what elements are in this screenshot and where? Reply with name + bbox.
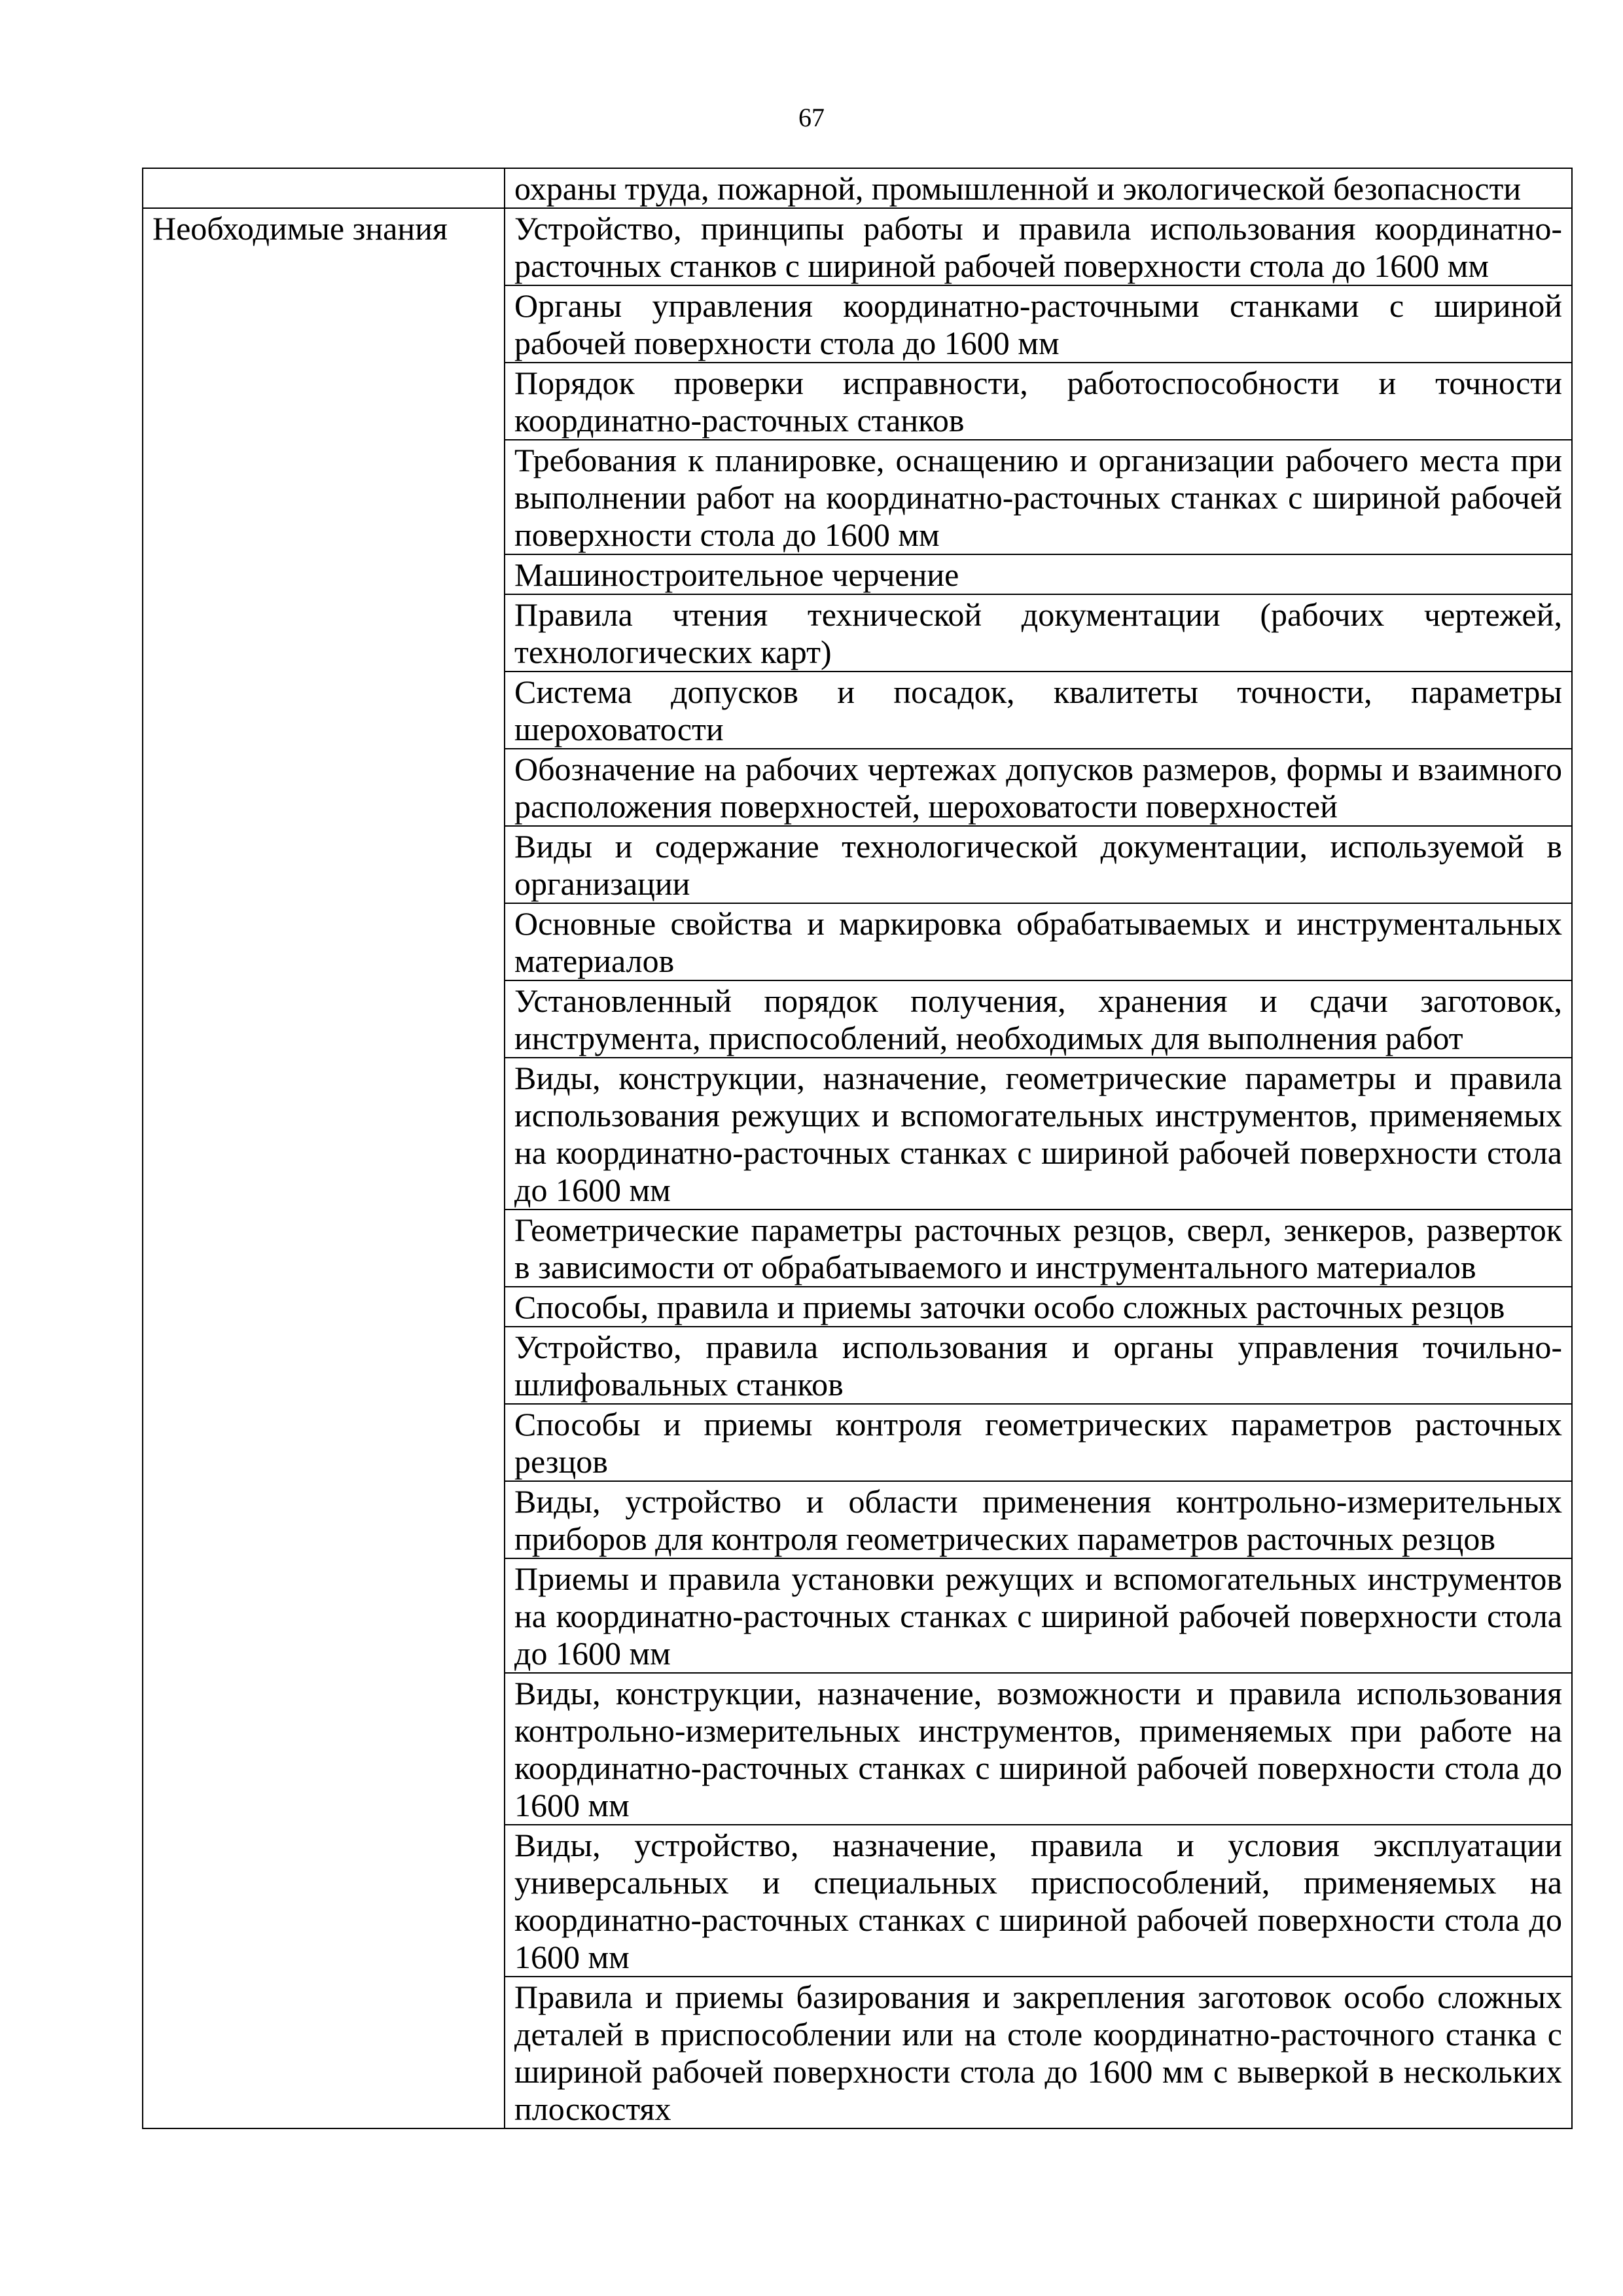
knowledge-item: Геометрические параметры расточных резцов, сверл, зенкеров, разверток в зависимости от обрабатываемого и инструментального материалов (505, 1210, 1572, 1287)
knowledge-item: Виды, конструкции, назначение, геометрические параметры и правила использования режущих и вспомогательных инструментов, применяемых на координатно-расточных станках с шириной рабочей поверхности стола до 1600 мм (505, 1058, 1572, 1210)
knowledge-item: Система допусков и посадок, квалитеты точности, параметры шероховатости (505, 672, 1572, 749)
knowledge-item: Правила чтения технической документации (рабочих чертежей, технологических карт) (505, 594, 1572, 672)
knowledge-item: Устройство, принципы работы и правила использования координатно-расточных станков с шириной рабочей поверхности стола до 1600 мм (505, 208, 1572, 285)
knowledge-item: Установленный порядок получения, хранения и сдачи заготовок, инструмента, приспособлений, необходимых для выполнения работ (505, 980, 1572, 1058)
knowledge-item: Требования к планировке, оснащению и организации рабочего места при выполнении работ на координатно-расточных станках с шириной рабочей поверхности стола до 1600 мм (505, 440, 1572, 554)
section-label: Необходимые знания (143, 208, 505, 2128)
knowledge-item: Обозначение на рабочих чертежах допусков размеров, формы и взаимного расположения поверхностей, шероховатости поверхностей (505, 749, 1572, 826)
table-row (143, 208, 1572, 285)
page-number: 67 (798, 103, 825, 132)
knowledge-item: Виды, устройство и области применения контрольно-измерительных приборов для контроля геометрических параметров расточных резцов (505, 1481, 1572, 1558)
knowledge-item: Органы управления координатно-расточными станками с шириной рабочей поверхности стола до 1600 мм (505, 285, 1572, 363)
knowledge-item: Машиностроительное черчение (505, 554, 1572, 594)
knowledge-item: Приемы и правила установки режущих и вспомогательных инструментов на координатно-расточных станках с шириной рабочей поверхности стола до 1600 мм (505, 1558, 1572, 1673)
continuation-cell: охраны труда, пожарной, промышленной и экологической безопасности (505, 168, 1572, 208)
knowledge-item: Виды, устройство, назначение, правила и условия эксплуатации универсальных и специальных приспособлений, применяемых на координатно-расточных станках с шириной рабочей поверхности стола до 1600 мм (505, 1825, 1572, 1977)
table-cell-empty (143, 168, 505, 208)
knowledge-item: Виды и содержание технологической документации, используемой в организации (505, 826, 1572, 903)
knowledge-item: Порядок проверки исправности, работоспособности и точности координатно-расточных станков (505, 363, 1572, 440)
knowledge-item: Виды, конструкции, назначение, возможности и правила использования контрольно-измерительных инструментов, применяемых при работе на координатно-расточных станках с шириной рабочей поверхности стола до 1600 мм (505, 1673, 1572, 1825)
knowledge-item: Устройство, правила использования и органы управления точильно-шлифовальных станков (505, 1327, 1572, 1404)
table-row (143, 168, 1572, 208)
knowledge-item: Способы, правила и приемы заточки особо сложных расточных резцов (505, 1287, 1572, 1327)
knowledge-table (142, 168, 1573, 2129)
knowledge-item: Основные свойства и маркировка обрабатываемых и инструментальных материалов (505, 903, 1572, 980)
knowledge-item: Способы и приемы контроля геометрических параметров расточных резцов (505, 1404, 1572, 1481)
knowledge-item: Правила и приемы базирования и закрепления заготовок особо сложных деталей в приспособлении или на столе координатно-расточного станка с шириной рабочей поверхности стола до 1600 мм с выверкой в нескольких плоскостях (505, 1977, 1572, 2128)
